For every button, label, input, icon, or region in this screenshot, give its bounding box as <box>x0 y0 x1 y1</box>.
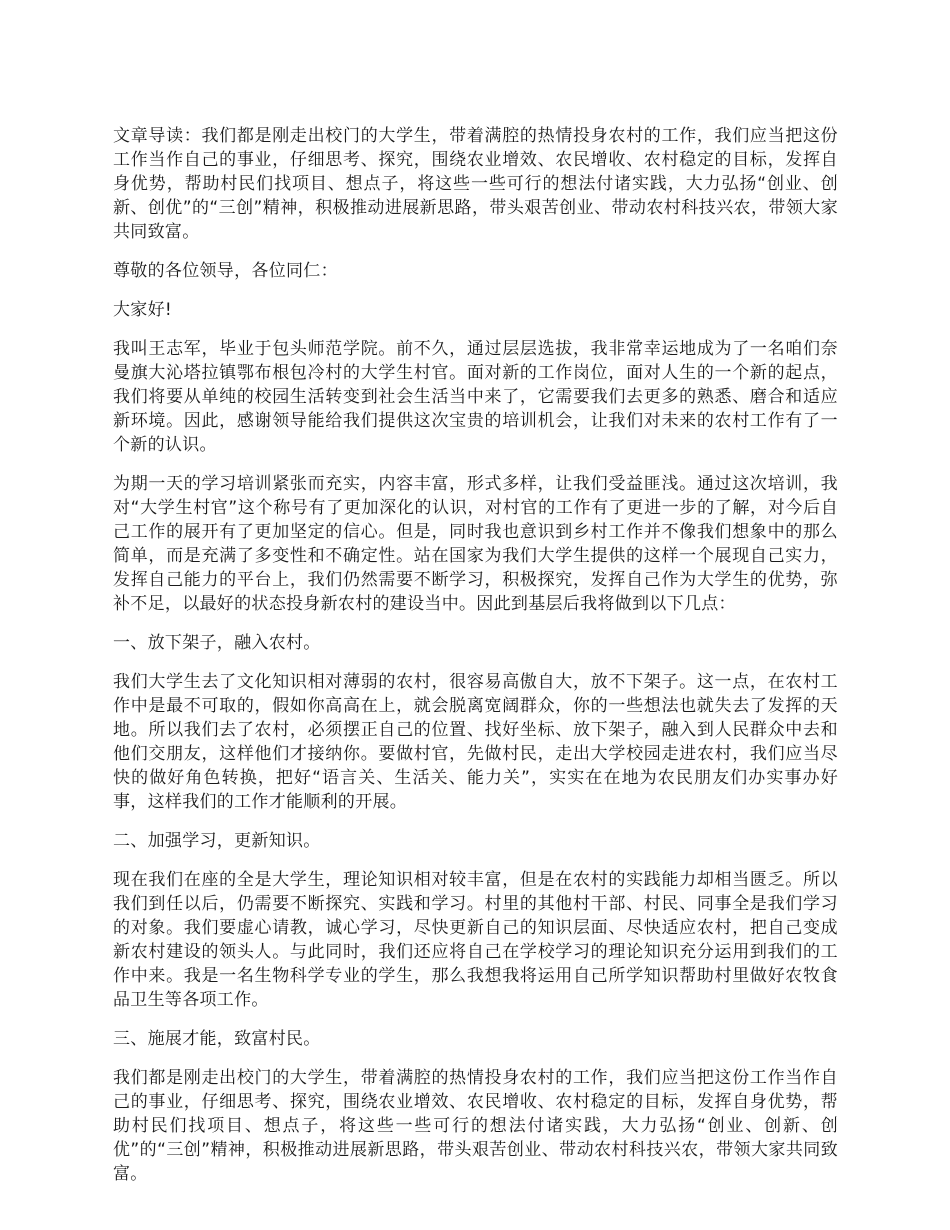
body-paragraph-5: 我们都是刚走出校门的大学生，带着满腔的热情投身农村的工作，我们应当把这份工作当作自己的事业，仔细思考、探究，围绕农业增效、农民增收、农村稳定的目标，发挥自身优势，帮助村民们找项目、想点子，将这些一些可行的想法付诸实践，大力弘扬“创业、创新、创优”的“三创”精神，积极推动进展新思路，带头艰苦创业、带动农村科技兴农，带领大家共同致富。 <box>113 1068 838 1184</box>
greeting: 大家好! <box>113 300 173 320</box>
intro-paragraph: 文章导读：我们都是刚走出校门的大学生，带着满腔的热情投身农村的工作，我们应当把这份工作当作自己的事业，仔细思考、探究，围绕农业增效、农民增收、农村稳定的目标，发挥自身优势，帮助村民们找项目、想点子，将这些一些可行的想法付诸实践，大力弘扬“创业、创新、创优”的“三创”精神，积极推动进展新思路，带头艰苦创业、带动农村科技兴农，带领大家共同致富。 <box>113 126 838 242</box>
salutation: 尊敬的各位领导，各位同仁： <box>113 261 338 281</box>
section-heading-2: 二、加强学习，更新知识。 <box>113 831 321 851</box>
section-heading-1: 一、放下架子，融入农村。 <box>113 633 321 653</box>
body-paragraph-4: 现在我们在座的全是大学生，理论知识相对较丰富，但是在农村的实践能力却相当匮乏。所以我们到任以后，仍需要不断探究、实践和学习。村里的其他村干部、村民、同事全是我们学习的对象。我们要虚心请教，诚心学习，尽快更新自己的知识层面、尽快适应农村，把自己变成新农村建设的领头人。与此同时，我们还应将自己在学校学习的理论知识充分运用到我们的工作中来。我是一名生物科学专业的学生，那么我想我将运用自己所学知识帮助村里做好农牧食品卫生等各项工作。 <box>113 870 838 1010</box>
document-body <box>113 124 838 1201</box>
body-paragraph-3: 我们大学生去了文化知识相对薄弱的农村，很容易高傲自大，放不下架子。这一点，在农村工作中是最不可取的，假如你高高在上，就会脱离宽阔群众，你的一些想法也就失去了发挥的天地。所以我们去了农村，必须摆正自己的位置、找好坐标、放下架子，融入到人民群众中去和他们交朋友，这样他们才接纳你。要做村官，先做村民，走出大学校园走进农村，我们应当尽快的做好角色转换，把好“语言关、生活关、能力关”，实实在在地为农民朋友们办实事办好事，这样我们的工作才能顺利的开展。 <box>113 672 838 812</box>
body-paragraph-2: 为期一天的学习培训紧张而充实，内容丰富，形式多样，让我们受益匪浅。通过这次培训，我对“大学生村官”这个称号有了更加深化的认识，对村官的工作有了更进一步的了解，对今后自己工作的展开有了更加坚定的信心。但是，同时我也意识到乡村工作并不像我们想象中的那么简单，而是充满了多变性和不确定性。站在国家为我们大学生提供的这样一个展现自己实力，发挥自己能力的平台上，我们仍然需要不断学习，积极探究，发挥自己作为大学生的优势，弥补不足，以最好的状态投身新农村的建设当中。因此到基层后我将做到以下几点： <box>113 474 838 614</box>
body-paragraph-1: 我叫王志军，毕业于包头师范学院。前不久，通过层层选拔，我非常幸运地成为了一名咱们奈曼旗大沁塔拉镇鄂布根包冷村的大学生村官。面对新的工作岗位，面对人生的一个新的起点，我们将要从单纯的校园生活转变到社会生活当中来了，它需要我们去更多的熟悉、磨合和适应新环境。因此，感谢领导能给我们提供这次宝贵的培训机会，让我们对未来的农村工作有了一个新的认识。 <box>113 339 838 455</box>
section-heading-3: 三、施展才能，致富村民。 <box>113 1029 321 1049</box>
